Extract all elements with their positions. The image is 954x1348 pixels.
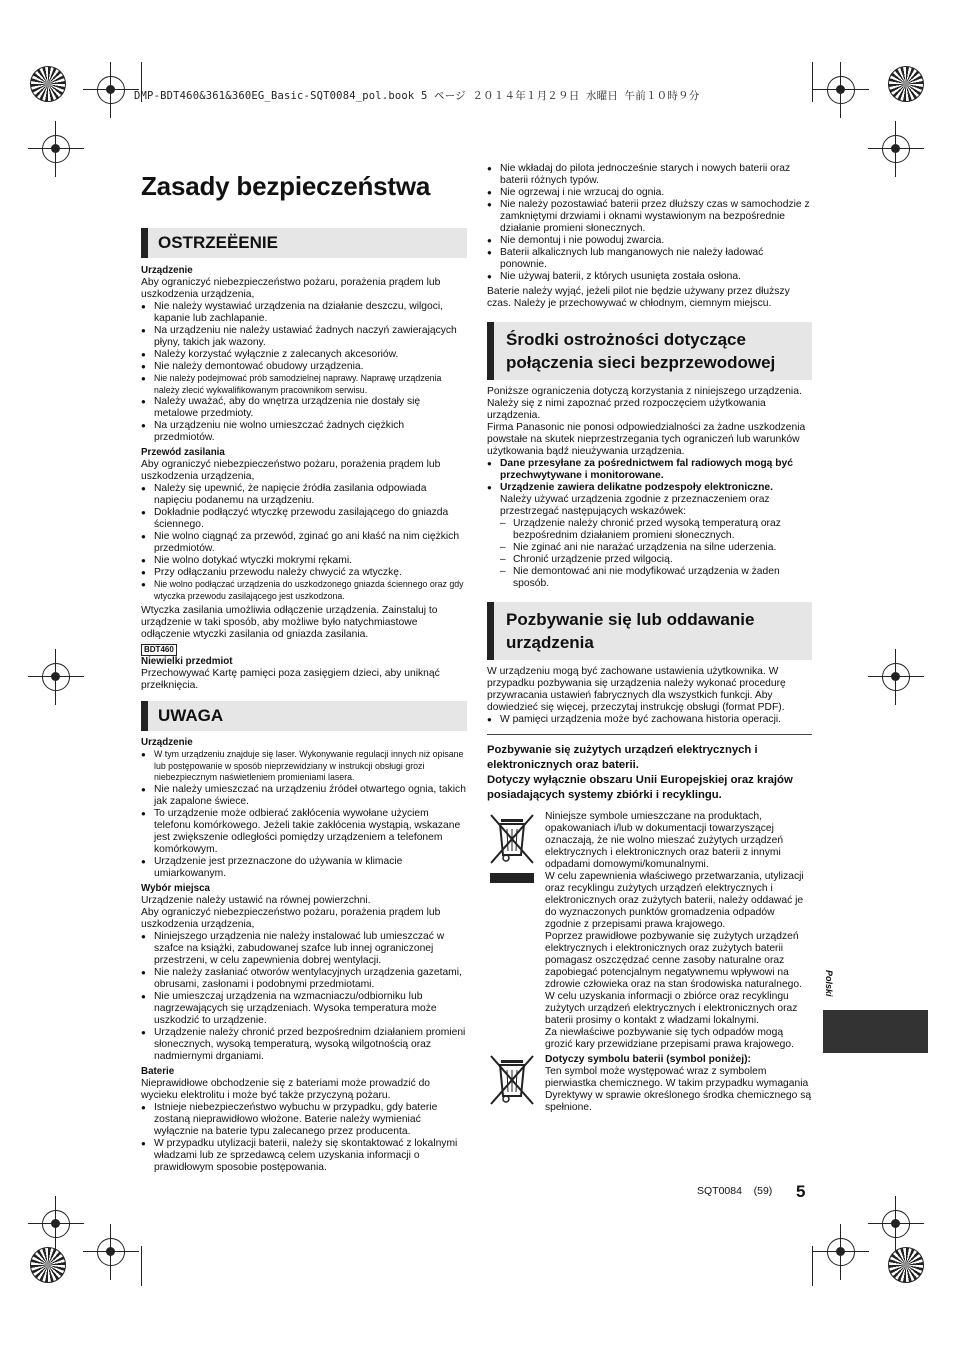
- paragraph: Niniejsze symbole umieszczane na produktach, opakowaniach i/lub w dokumentacji towarzyszącej oznaczają, że nie wolno mieszać zużytych urządzeń elektrycznych i elektronicznych oraz baterii z innymi odpadami domowymi/komunalnymi.: [545, 811, 784, 870]
- list-item: ● W tym urządzeniu znajduje się laser. Wykonywanie regulacji innych niż opisane lub postępowanie w sposób nieprzewidziany w instrukcji obsługi grozi niebezpiecznym naświetleniem promieniami lasera.: [141, 749, 467, 784]
- model-badge: BDT460: [141, 644, 177, 656]
- document-code: SQT0084: [697, 1185, 742, 1197]
- language-tab-marker: [823, 1010, 928, 1053]
- paragraph: Za niewłaściwe pozbywanie się tych odpadów mogą grozić kary przewidziane przepisami prawa krajowego.: [545, 1027, 794, 1050]
- list-item: ● Przy odłączaniu przewodu należy chwycić za wtyczkę.: [141, 567, 467, 579]
- language-label-text: Polski: [824, 970, 834, 997]
- list-item: ● Urządzenie należy chronić przed bezpośrednim działaniem promieni słonecznych, wysoką temperaturą, wysoką wilgotnością oraz nadmiernymi drganiami.: [141, 1027, 467, 1063]
- section-heading-wireless: Środki ostrożności dotyczące połączenia sieci bezprzewodowej: [487, 322, 812, 380]
- list-item: ● Baterii alkalicznych lub manganowych nie należy ładować ponownie.: [487, 247, 812, 271]
- dash-list: [500, 518, 812, 590]
- bullet-list: [487, 714, 812, 726]
- paragraph: Urządzenie należy ustawić na równej powierzchni.: [141, 894, 371, 906]
- bullet-list: [487, 458, 812, 494]
- list-item: – Urządzenie należy chronić przed wysoką temperaturą oraz bezpośrednim działaniem promieni słonecznych.: [500, 518, 812, 542]
- registration-mark-bottom-right2: [813, 1224, 869, 1280]
- subheading: Niewielki przedmiot: [141, 656, 233, 667]
- registration-mark-mid-left: [28, 649, 84, 705]
- print-header: DMP-BDT460&361&360EG_Basic-SQT0084_pol.book 5 ページ ２０１４年１月２９日 水曜日 午前１０時９分: [134, 90, 700, 102]
- list-item: ● Nie wkładaj do pilota jednocześnie starych i nowych baterii oraz baterii różnych typów.: [487, 163, 812, 187]
- registration-mark-top-left: [28, 121, 84, 177]
- registration-mark-top-right: [868, 121, 924, 177]
- paragraph: Wtyczka zasilania umożliwia odłączenie urządzenia. Zainstaluj to urządzenie w taki sposób, aby możliwe było natychmiastowe odłączenie wtyczki zasilania od gniazda zasilania.: [141, 605, 438, 640]
- color-target-bottom-right: [888, 1247, 924, 1283]
- bullet-list: [141, 483, 467, 602]
- battery-symbol-heading: Dotyczy symbolu baterii (symbol poniżej):: [545, 1054, 751, 1065]
- registration-mark-bottom-right: [868, 1196, 924, 1252]
- battery-symbol-text: [545, 1054, 812, 1114]
- list-item: ● Nie wolno podłączać urządzenia do uszkodzonego gniazda ściennego oraz gdy wtyczka przewodu zasilającego jest uszkodzona.: [141, 579, 467, 602]
- sheet-number: (59): [753, 1185, 773, 1197]
- page-title: Zasady bezpieczeństwa: [141, 171, 431, 201]
- list-item: ● Nie należy demontować obudowy urządzenia.: [141, 361, 467, 373]
- registration-mark-bottom-center: [83, 1224, 139, 1280]
- list-item: – Nie zginać ani nie narażać urządzenia na silne uderzenia.: [500, 542, 812, 554]
- crop-mark: [141, 1246, 142, 1286]
- section-heading-ostrzezenie: OSTRZEËENIE: [141, 228, 467, 258]
- paragraph: Poprzez prawidłowe pozbywanie się zużytych urządzeń elektrycznych i elektronicznych oraz zużytych baterii pomagasz oszczędzać cenne zasoby naturalne oraz zapobiegać potencjalnym negatywnemu wpływowi na zdrowie człowieka oraz na stan środowiska naturalnego.: [545, 931, 802, 990]
- paragraph: Aby ograniczyć niebezpieczeństwo pożaru, porażenia prądem lub uszkodzenia urządzenia,: [141, 459, 441, 482]
- weee-subheading: Dotyczy wyłącznie obszaru Unii Europejskiej oraz krajów posiadających systemy zbiórki i recyklingu.: [487, 774, 793, 801]
- weee-block: [487, 811, 812, 1051]
- list-item: ● Na urządzeniu nie wolno umieszczać żadnych ciężkich przedmiotów.: [141, 420, 467, 444]
- divider: [487, 734, 812, 735]
- bullet-list: [141, 749, 467, 880]
- list-item: ● Nie należy umieszczać na urządzeniu źródeł otwartego ognia, takich jak zapalone świece.: [141, 784, 467, 808]
- right-column: [487, 163, 812, 1114]
- paragraph: Nieprawidłowe obchodzenie się z bateriami może prowadzić do wycieku elektrolitu i może być także przyczyną pożaru.: [141, 1077, 431, 1101]
- subheading: Przewód zasilania: [141, 447, 225, 458]
- list-item: ● Nie należy zasłaniać otworów wentylacyjnych urządzenia gazetami, obrusami, zasłonami i podobnymi przedmiotami.: [141, 967, 467, 991]
- section-heading-uwaga: UWAGA: [141, 701, 467, 731]
- color-target-bottom-left: [30, 1247, 66, 1283]
- list-item: ● Istnieje niebezpieczeństwo wybuchu w przypadku, gdy baterie zostaną nieprawidłowo włożone. Baterie należy wymieniać wyłącznie na baterie typu zalecanego przez producenta.: [141, 1102, 467, 1138]
- list-item: ● Nie należy wystawiać urządzenia na działanie deszczu, wilgoci, kapanie lub zachlapanie.: [141, 301, 467, 325]
- list-item: ● Należy się upewnić, że napięcie źródła zasilania odpowiada napięciu podanemu na urządzeniu.: [141, 483, 467, 507]
- subheading: Urządzenie: [141, 737, 193, 748]
- paragraph: Ten symbol może występować wraz z symbolem pierwiastka chemicznego. W takim przypadku wymagania Dyrektywy w sprawie określonego środka chemicznego są spełnione.: [545, 1066, 812, 1113]
- bullet-list: [487, 163, 812, 283]
- list-item: ● Należy korzystać wyłącznie z zalecanych akcesoriów.: [141, 349, 467, 361]
- list-item: – Nie demontować ani nie modyfikować urządzenia w żaden sposób.: [500, 566, 812, 590]
- registration-mark-bottom-left: [28, 1196, 84, 1252]
- section-heading-disposal: Pozbywanie się lub oddawanie urządzenia: [487, 602, 812, 660]
- list-item: ● Dane przesyłane za pośrednictwem fal radiowych mogą być przechwytywane i monitorowane.: [487, 458, 812, 482]
- weee-text: [545, 811, 812, 1051]
- footer-code: [697, 1185, 772, 1197]
- paragraph: Aby ograniczyć niebezpieczeństwo pożaru, porażenia prądem lub uszkodzenia urządzenia,: [141, 277, 441, 300]
- paragraph: Firma Panasonic nie ponosi odpowiedzialności za żadne uszkodzenia powstałe na skutek nieprzestrzegania tych ograniczeń lub warunków użytkowania bądź nieużywania urządzenia.: [487, 422, 806, 457]
- list-item: ● Nie wolno dotykać wtyczki mokrymi rękami.: [141, 555, 467, 567]
- list-item: ● Nie umieszczaj urządzenia na wzmacniaczu/odbiorniku lub nagrzewających się urządzeniach. Wysoka temperatura może uszkodzić to urządzenie.: [141, 991, 467, 1027]
- battery-symbol-block: [487, 1054, 812, 1114]
- crossed-bin-icon: [487, 811, 539, 1051]
- list-item: ● Nie wolno ciągnąć za przewód, zginać go ani kłaść na nim ciężkich przedmiotów.: [141, 531, 467, 555]
- list-item: ● Na urządzeniu nie należy ustawiać żadnych naczyń zawierających płyny, takich jak wazony.: [141, 325, 467, 349]
- color-target-top-left: [30, 66, 66, 102]
- list-item: – Chronić urządzenie przed wilgocią.: [500, 554, 812, 566]
- paragraph: Przechowywać Kartę pamięci poza zasięgiem dzieci, aby uniknąć przełknięcia.: [141, 668, 440, 691]
- crossed-bin-battery-icon: [487, 1054, 539, 1114]
- color-target-top-right: [888, 66, 924, 102]
- paragraph: Baterie należy wyjąć, jeżeli pilot nie będzie używany przez dłuższy czas. Należy je przechowywać w chłodnym, ciemnym miejscu.: [487, 286, 790, 309]
- bullet-list: [141, 301, 467, 444]
- list-item: ● Nie demontuj i nie powoduj zwarcia.: [487, 235, 812, 247]
- left-column: [141, 233, 467, 1174]
- list-item: ● Niniejszego urządzenia nie należy instalować lub umieszczać w szafce na książki, zabudowanej szafce lub innej ograniczonej przestrzeni, w celu zapewnienia dobrej wentylacji.: [141, 931, 467, 967]
- paragraph: W urządzeniu mogą być zachowane ustawienia użytkownika. W przypadku pozbywania się urządzenia należy wykonać procedurę przywracania ustawień fabrycznych dla wszystkich funkcji. Aby dowiedzieć się więcej, przeczytaj instrukcję obsługi (format PDF).: [487, 666, 786, 713]
- bullet-list: [141, 931, 467, 1063]
- list-item: ● Należy uważać, aby do wnętrza urządzenia nie dostały się metalowe przedmioty.: [141, 396, 467, 420]
- list-item: ● W pamięci urządzenia może być zachowana historia operacji.: [487, 714, 812, 726]
- list-item: ● Dokładnie podłączyć wtyczkę przewodu zasilającego do gniazda ściennego.: [141, 507, 467, 531]
- list-item: ● Nie należy pozostawiać baterii przez dłuższy czas w samochodzie z zamkniętymi drzwiami i oknami wystawionym na bezpośrednie działanie promieni słonecznych.: [487, 199, 812, 235]
- list-item: ● Nie używaj baterii, z których usunięta została osłona.: [487, 271, 812, 283]
- list-item: ● W przypadku utylizacji baterii, należy się skontaktować z lokalnymi władzami lub ze sprzedawcą celem uzyskania informacji o prawidłowym sposobie postępowania.: [141, 1138, 467, 1174]
- list-item: ● Nie ogrzewaj i nie wrzucaj do ognia.: [487, 187, 812, 199]
- list-item: ● Urządzenie jest przeznaczone do używania w klimacie umiarkowanym.: [141, 856, 467, 880]
- registration-mark-mid-right: [868, 649, 924, 705]
- subheading: Urządzenie: [141, 265, 193, 276]
- crop-mark: [812, 1246, 813, 1286]
- page-number: 5: [796, 1182, 806, 1201]
- paragraph: Aby ograniczyć niebezpieczeństwo pożaru, porażenia prądem lub uszkodzenia urządzenia,: [141, 906, 441, 930]
- registration-mark-top-center: [83, 62, 139, 118]
- paragraph: Poniższe ograniczenia dotyczą korzystania z niniejszego urządzenia. Należy się z nimi zapoznać przed rozpoczęciem użytkowania urządzenia.: [487, 386, 802, 421]
- list-item: ● Nie należy podejmować prób samodzielnej naprawy. Naprawę urządzenia należy zlecić wykwalifikowanym pracownikom serwisu.: [141, 373, 467, 396]
- paragraph: W celu zapewnienia właściwego przetwarzania, utylizacji oraz recyklingu zużytych urządzeń elektrycznych i elektronicznych oraz zużytych baterii, należy oddawać je do wyznaczonych punktów gromadzenia odpadów zgodnie z przepisami prawa krajowego.: [545, 871, 804, 930]
- paragraph: W celu uzyskania informacji o zbiórce oraz recyklingu zużytych urządzeń elektrycznych i elektronicznych oraz baterii prosimy o kontakt z władzami lokalnymi.: [545, 991, 798, 1026]
- paragraph: Należy używać urządzenia zgodnie z przeznaczeniem oraz przestrzegać następujących wskazówek:: [500, 494, 770, 517]
- language-label: [822, 970, 836, 1010]
- subheading: Wybór miejsca: [141, 882, 210, 894]
- registration-mark-top-right2: [813, 62, 869, 118]
- weee-heading: Pozbywanie się zużytych urządzeń elektrycznych i elektronicznych oraz baterii.: [487, 744, 758, 771]
- subheading: Baterie: [141, 1065, 175, 1077]
- list-item: ● To urządzenie może odbierać zakłócenia wywołane użyciem telefonu komórkowego. Jeżeli takie zakłócenia wystąpią, wskazane jest zwiększenie odległości pomiędzy urządzeniem a telefonem komórkowym.: [141, 808, 467, 856]
- bullet-list: [141, 1102, 467, 1174]
- crop-mark: [812, 62, 813, 102]
- list-item: ● Urządzenie zawiera delikatne podzespoły elektroniczne.: [487, 482, 812, 494]
